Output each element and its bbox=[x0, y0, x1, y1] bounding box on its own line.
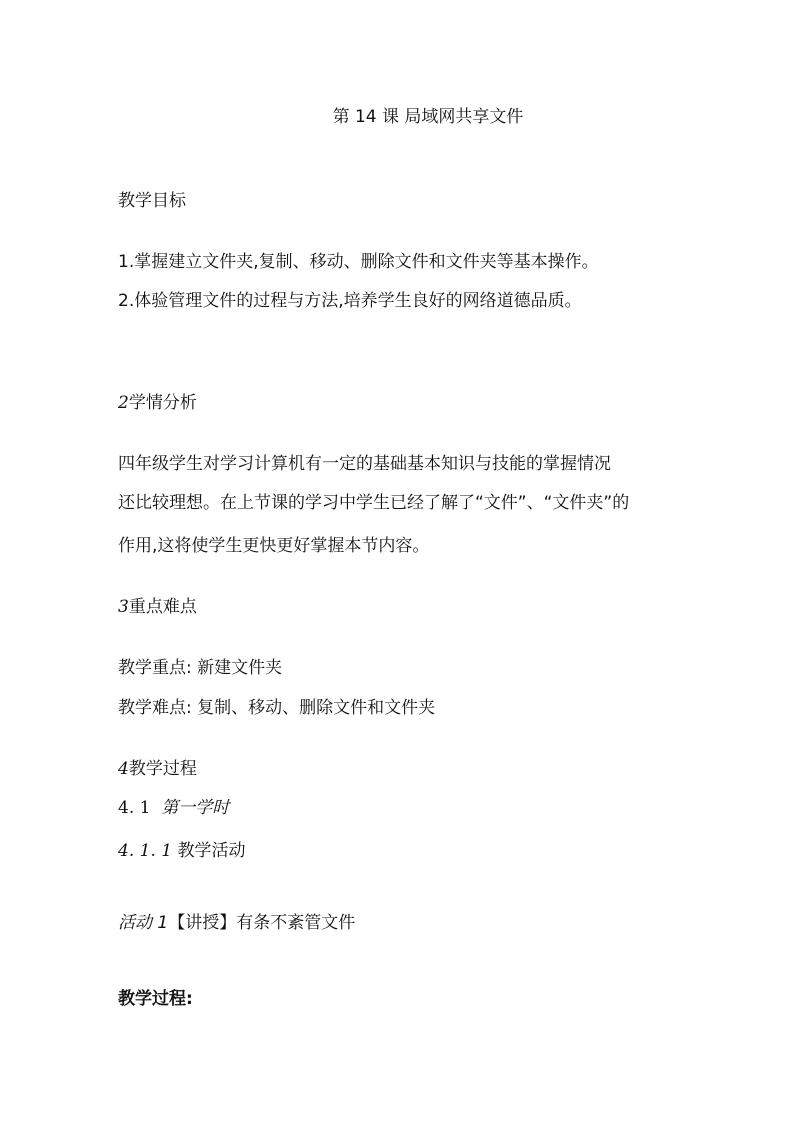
activity-heading bbox=[118, 912, 355, 934]
teaching-focus: 教学重点: 新建文件夹 bbox=[118, 658, 283, 678]
objectives-heading: 教学目标 bbox=[118, 191, 186, 211]
subsection-number: 4. 1 bbox=[118, 798, 151, 818]
section-number: 4 bbox=[118, 759, 129, 779]
section-number: 2 bbox=[118, 393, 129, 413]
process-label: 教学过程: bbox=[118, 989, 193, 1009]
section-heading-text: 教学过程 bbox=[128, 759, 197, 779]
subsubsection-heading bbox=[118, 840, 245, 862]
analysis-paragraph-line-2: 还比较理想。在上节课的学习中学生已经了解了“文件”、“文件夹”的 bbox=[118, 493, 630, 513]
lesson-title-text: 第 14 课 局域网共享文件 bbox=[332, 107, 524, 127]
objective-item-1: 1.掌握建立文件夹,复制、移动、删除文件和文件夹等基本操作。 bbox=[118, 252, 599, 272]
objective-item-2: 2.体验管理文件的过程与方法,培养学生良好的网络道德品质。 bbox=[118, 291, 582, 311]
section-heading-text: 重点难点 bbox=[128, 597, 197, 617]
analysis-paragraph-line-3: 作用,这将使学生更快更好掌握本节内容。 bbox=[118, 536, 430, 556]
process-heading bbox=[118, 758, 197, 780]
section-heading-text: 学情分析 bbox=[128, 393, 197, 413]
activity-prefix: 活动 1 bbox=[118, 913, 169, 933]
key-points-heading bbox=[118, 596, 197, 618]
subsubsection-number: 4. 1. 1 bbox=[118, 841, 173, 861]
analysis-heading bbox=[118, 392, 197, 414]
teaching-difficulty: 教学难点: 复制、移动、删除文件和文件夹 bbox=[118, 698, 436, 718]
subsection-heading-text: 第一学时 bbox=[161, 798, 230, 818]
subsection-heading bbox=[118, 797, 229, 819]
subsubsection-heading-text: 教学活动 bbox=[177, 841, 246, 861]
section-number: 3 bbox=[118, 597, 129, 617]
activity-label: 【讲授】有条不紊管文件 bbox=[168, 913, 356, 933]
lesson-title bbox=[0, 106, 794, 128]
analysis-paragraph-line-1: 四年级学生对学习计算机有一定的基础基本知识与技能的掌握情况 bbox=[118, 454, 611, 474]
